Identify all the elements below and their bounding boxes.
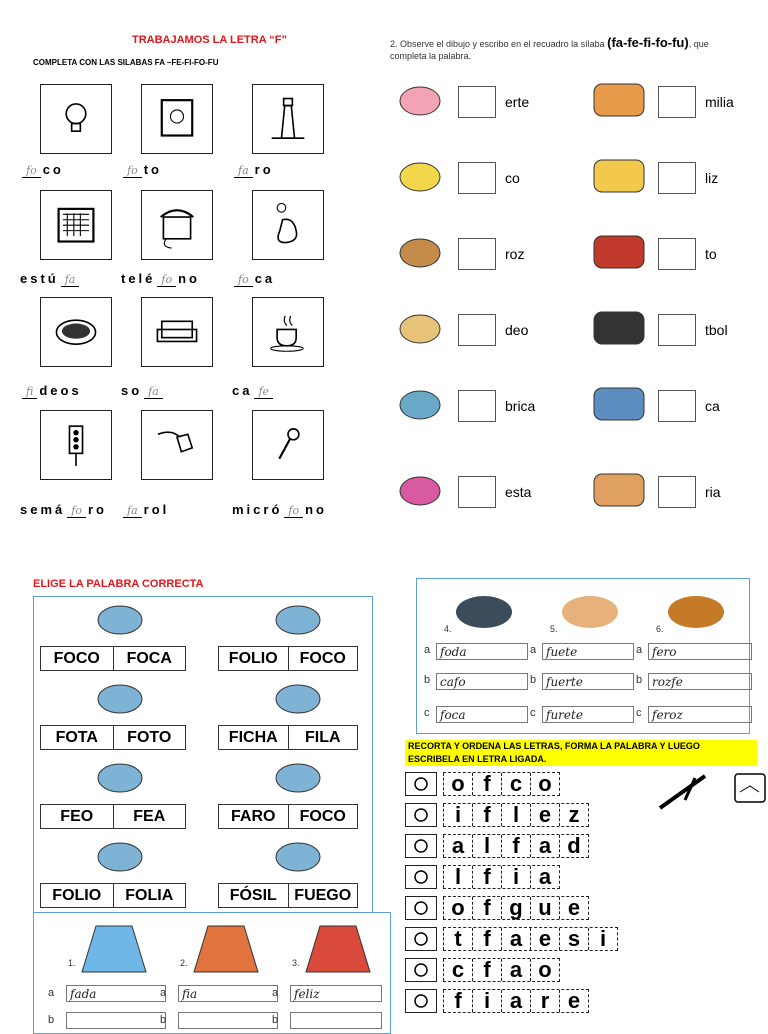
letter-tile[interactable]: i: [588, 928, 617, 950]
option-word[interactable]: fuete: [542, 643, 634, 660]
noodles-icon: [48, 305, 104, 359]
option-letter: a: [636, 644, 643, 656]
picture-icon: [450, 586, 518, 634]
letter-tiles: [443, 865, 560, 889]
item-number: 3.: [292, 958, 300, 968]
word-choice[interactable]: FEO: [60, 807, 94, 825]
word-suffix: ro: [254, 162, 274, 177]
picture-icon: [588, 468, 650, 512]
word-choice[interactable]: FOCO: [288, 647, 358, 670]
blank-with-syllable[interactable]: [234, 162, 253, 178]
word-choice[interactable]: FUEGO: [288, 884, 358, 907]
row-picture: [405, 927, 437, 951]
option-letter: a: [424, 644, 431, 656]
option-word-blank[interactable]: [178, 1012, 278, 1029]
word-choice[interactable]: FOTA: [55, 728, 98, 746]
letter-tile[interactable]: e: [559, 990, 588, 1012]
word-choice[interactable]: FILA: [288, 726, 358, 749]
answer-box[interactable]: [658, 314, 696, 346]
picture-icon: [268, 758, 328, 798]
handwritten-syllable: fa: [127, 504, 138, 517]
scrambled-word-row: [405, 803, 589, 827]
word-choice[interactable]: FEA: [113, 805, 186, 828]
option-word[interactable]: rozfe: [648, 673, 752, 690]
answer-box[interactable]: [658, 162, 696, 194]
syllable-end: co: [505, 170, 520, 186]
fill-word: [121, 162, 162, 177]
letter-tiles: [443, 958, 560, 982]
picture-icon: [268, 600, 328, 640]
handwritten-syllable: fo: [26, 164, 37, 177]
answer-box[interactable]: [458, 238, 496, 270]
letter-tile[interactable]: o: [530, 773, 559, 795]
camera-tripod-icon: [655, 768, 768, 818]
syllable-end: ria: [705, 484, 721, 500]
word-prefix: micró: [232, 502, 283, 517]
letter-tile[interactable]: f: [472, 866, 501, 888]
picture-icon: [76, 922, 152, 976]
picture-icon: [588, 78, 650, 122]
option-letter: b: [424, 674, 431, 686]
scrambled-word-row: [405, 958, 560, 982]
instruction-text-end: , que completa la palabra.: [390, 39, 709, 61]
letter-tile[interactable]: i: [501, 866, 530, 888]
letter-tile[interactable]: c: [501, 773, 530, 795]
letter-tile[interactable]: f: [472, 928, 501, 950]
word-suffix: ro: [87, 502, 107, 517]
letter-tile[interactable]: t: [443, 928, 472, 950]
scrambled-word-row: [405, 865, 560, 889]
scrambled-word-row: [405, 834, 589, 858]
lighthouse-icon: [260, 92, 316, 146]
letter-tile[interactable]: g: [501, 897, 530, 919]
word-prefix: ca: [232, 383, 253, 398]
syllable-end: tbol: [705, 322, 728, 338]
part3-title: ELIGE LA PALABRA CORRECTA: [33, 578, 204, 590]
syllable-end: brica: [505, 398, 536, 414]
row-picture: [405, 896, 437, 920]
handwritten-syllable: fo: [71, 504, 82, 517]
option-word[interactable]: fero: [648, 643, 752, 660]
picture-box: [141, 84, 213, 154]
fill-word: [121, 271, 200, 286]
row-picture: [405, 803, 437, 827]
picture-icon: [395, 232, 445, 274]
blank-with-syllable[interactable]: [22, 383, 37, 399]
traffic-light-icon: [48, 418, 104, 472]
letter-tiles: [443, 834, 589, 858]
blank-with-syllable[interactable]: [61, 271, 80, 287]
fill-word: [232, 162, 274, 177]
picture-icon: [268, 679, 328, 719]
coffee-cup-icon: [260, 305, 316, 359]
item-number: 5.: [550, 624, 558, 634]
handwritten-syllable: fa: [64, 273, 76, 286]
fill-word: [20, 383, 82, 398]
letter-tile[interactable]: f: [443, 990, 472, 1012]
handwritten-syllable: fo: [127, 164, 138, 177]
blank-with-syllable[interactable]: [234, 271, 253, 287]
handwritten-syllable: fi: [26, 385, 34, 398]
letter-tile[interactable]: f: [501, 835, 530, 857]
row-picture: [405, 958, 437, 982]
scrambled-word-row: [405, 896, 589, 920]
option-word[interactable]: foca: [436, 706, 528, 723]
part6-instruction: RECORTA Y ORDENA LAS LETRAS, FORMA LA PALABRA Y LUEGO ESCRIBELA EN LETRA LIGADA.: [405, 740, 757, 766]
letter-tile[interactable]: o: [530, 959, 559, 981]
handwritten-syllable: fo: [161, 273, 173, 286]
item-number: 1.: [68, 958, 76, 968]
blank-with-syllable[interactable]: [254, 383, 273, 399]
letter-tile[interactable]: c: [443, 959, 472, 981]
letter-tiles: [443, 896, 589, 920]
fill-word: [232, 502, 327, 517]
picture-icon: [588, 154, 650, 198]
syllable-end: roz: [505, 246, 525, 262]
word-prefix: estú: [20, 271, 59, 286]
microphone-icon: [260, 418, 316, 472]
word-choice[interactable]: FOLIA: [113, 884, 186, 907]
blank-with-syllable[interactable]: [284, 502, 303, 518]
picture-box: [40, 410, 112, 480]
answer-box[interactable]: [458, 314, 496, 346]
word-choice[interactable]: FOCO: [53, 649, 100, 667]
option-letter: c: [636, 707, 642, 719]
option-word[interactable]: fia: [178, 985, 278, 1002]
option-word[interactable]: feroz: [648, 706, 752, 723]
letter-tile[interactable]: e: [530, 928, 559, 950]
syllable-end: milia: [705, 94, 734, 110]
photo-frame-icon: [149, 92, 205, 146]
answer-box[interactable]: [658, 476, 696, 508]
option-letter: a: [272, 987, 279, 999]
picture-icon: [90, 758, 150, 798]
fill-word: [20, 271, 81, 286]
picture-icon: [662, 586, 730, 634]
fill-word: [232, 271, 275, 286]
handwritten-syllable: fo: [238, 273, 249, 286]
fill-word: [121, 502, 169, 517]
word-choice[interactable]: FOLIO: [52, 886, 102, 904]
picture-box: [40, 190, 112, 260]
letter-tile[interactable]: a: [501, 959, 530, 981]
letter-tiles: [443, 803, 589, 827]
answer-box[interactable]: [658, 86, 696, 118]
picture-icon: [90, 679, 150, 719]
picture-box: [40, 84, 112, 154]
word-prefix: so: [121, 383, 143, 398]
blank-with-syllable[interactable]: [123, 502, 142, 518]
option-letter: a: [48, 987, 55, 999]
word-choice-pair: [40, 725, 186, 750]
word-choice-pair: [218, 883, 358, 908]
syllable-end: to: [705, 246, 717, 262]
option-word[interactable]: cafo: [436, 673, 528, 690]
word-choice-pair: [40, 646, 186, 671]
option-word[interactable]: furete: [542, 706, 634, 723]
letter-tile[interactable]: d: [559, 835, 588, 857]
word-suffix: ca: [254, 271, 276, 286]
picture-box: [252, 84, 324, 154]
picture-icon: [395, 384, 445, 426]
letter-tile[interactable]: f: [472, 804, 501, 826]
letter-tile[interactable]: o: [443, 897, 472, 919]
picture-icon: [395, 80, 445, 122]
blank-with-syllable[interactable]: [144, 383, 163, 399]
picture-icon: [395, 470, 445, 512]
word-suffix: rol: [143, 502, 170, 517]
letter-tile[interactable]: l: [443, 866, 472, 888]
part1-instruction: COMPLETA CON LAS SILABAS FA –FE-FI-FO-FU: [33, 58, 219, 67]
picture-box: [141, 410, 213, 480]
letter-tiles: [443, 989, 589, 1013]
option-letter: b: [160, 1014, 167, 1026]
option-word-blank[interactable]: [290, 1012, 382, 1029]
answer-box[interactable]: [658, 238, 696, 270]
option-letter: a: [160, 987, 167, 999]
picture-box: [40, 297, 112, 367]
syllable-end: liz: [705, 170, 719, 186]
option-letter: b: [48, 1014, 55, 1026]
handwritten-syllable: fo: [288, 504, 300, 517]
letter-tile[interactable]: a: [530, 835, 559, 857]
letter-tile[interactable]: l: [472, 835, 501, 857]
letter-tile[interactable]: f: [472, 897, 501, 919]
option-letter: b: [636, 674, 643, 686]
word-choice[interactable]: FOCO: [288, 805, 358, 828]
answer-box[interactable]: [458, 162, 496, 194]
row-picture: [405, 865, 437, 889]
fill-word: [20, 162, 64, 177]
word-suffix: no: [178, 271, 200, 286]
option-word-blank[interactable]: [66, 1012, 166, 1029]
word-choice-pair: [218, 804, 358, 829]
fill-word: [232, 383, 275, 398]
scrambled-word-row: [405, 927, 618, 951]
letter-tile[interactable]: a: [501, 990, 530, 1012]
item-number: 2.: [180, 958, 188, 968]
blank-with-syllable[interactable]: [123, 162, 142, 178]
letter-tile[interactable]: l: [501, 804, 530, 826]
letter-tile[interactable]: z: [559, 804, 588, 826]
picture-icon: [300, 922, 376, 976]
word-choice-pair: [218, 646, 358, 671]
syllable-end: esta: [505, 484, 532, 500]
letter-tile[interactable]: f: [472, 959, 501, 981]
telephone-icon: [149, 198, 205, 252]
picture-icon: [395, 156, 445, 198]
letter-tile[interactable]: a: [443, 835, 472, 857]
picture-icon: [395, 308, 445, 350]
letter-tiles: [443, 927, 618, 951]
option-word[interactable]: feliz: [290, 985, 382, 1002]
picture-icon: [588, 306, 650, 350]
bulb-icon: [48, 92, 104, 146]
letter-tile[interactable]: e: [530, 804, 559, 826]
letter-tile[interactable]: a: [530, 866, 559, 888]
letter-tile[interactable]: s: [559, 928, 588, 950]
word-choice-pair: [40, 804, 186, 829]
option-letter: c: [530, 707, 536, 719]
answer-box[interactable]: [458, 476, 496, 508]
letter-tile[interactable]: u: [530, 897, 559, 919]
picture-box: [252, 410, 324, 480]
syllable-end: ca: [705, 398, 720, 414]
word-suffix: co: [42, 162, 64, 177]
fill-word: [121, 383, 165, 398]
picture-icon: [90, 837, 150, 877]
picture-box: [141, 190, 213, 260]
handwritten-syllable: fe: [258, 385, 270, 398]
letter-tile[interactable]: o: [443, 773, 472, 795]
word-choice[interactable]: FÓSIL: [229, 886, 277, 904]
street-lamp-icon: [149, 418, 205, 472]
instruction-text: 2. Observe el dibujo y escribo en el recuadro la sílaba: [390, 39, 608, 49]
row-picture: [405, 772, 437, 796]
picture-icon: [90, 600, 150, 640]
picture-box: [252, 297, 324, 367]
answer-box[interactable]: [658, 390, 696, 422]
word-choice[interactable]: FOLIO: [228, 649, 278, 667]
scrambled-word-row: [405, 989, 589, 1013]
word-choice[interactable]: FARO: [231, 807, 276, 825]
scrambled-word-row: [405, 772, 560, 796]
option-letter: b: [530, 674, 537, 686]
word-prefix: telé: [121, 271, 156, 286]
fill-word: [20, 502, 107, 517]
word-choice[interactable]: FOCA: [113, 647, 186, 670]
seal-icon: [260, 198, 316, 252]
option-letter: b: [272, 1014, 279, 1026]
letter-tile[interactable]: a: [501, 928, 530, 950]
letter-tile[interactable]: i: [443, 804, 472, 826]
option-letter: a: [530, 644, 537, 656]
picture-icon: [588, 382, 650, 426]
letter-tile[interactable]: i: [472, 990, 501, 1012]
row-picture: [405, 834, 437, 858]
handwritten-syllable: fa: [148, 385, 159, 398]
syllables-bold: (fa-fe-fi-fo-fu): [607, 35, 689, 50]
word-prefix: semá: [20, 502, 66, 517]
sofa-icon: [149, 305, 205, 359]
picture-box: [141, 297, 213, 367]
syllable-end: deo: [505, 322, 529, 338]
letter-tile[interactable]: f: [472, 773, 501, 795]
word-choice[interactable]: FOTO: [113, 726, 186, 749]
word-suffix: no: [305, 502, 327, 517]
heater-icon: [48, 198, 104, 252]
blank-with-syllable[interactable]: [157, 271, 176, 287]
blank-with-syllable[interactable]: [67, 502, 86, 518]
letter-tile[interactable]: e: [559, 897, 588, 919]
item-number: 4.: [444, 624, 452, 634]
syllable-end: erte: [505, 94, 530, 110]
answer-box[interactable]: [458, 390, 496, 422]
letter-tile[interactable]: r: [530, 990, 559, 1012]
part2-instruction: [390, 37, 740, 62]
word-suffix: deos: [39, 383, 82, 398]
word-suffix: to: [143, 162, 162, 177]
word-choice-pair: [218, 725, 358, 750]
row-picture: [405, 989, 437, 1013]
letter-tiles: [443, 772, 560, 796]
picture-icon: [556, 586, 624, 634]
answer-box[interactable]: [458, 86, 496, 118]
option-word[interactable]: foda: [436, 643, 528, 660]
picture-icon: [588, 230, 650, 274]
option-word[interactable]: fuerte: [542, 673, 634, 690]
handwritten-syllable: fa: [238, 164, 249, 177]
word-choice[interactable]: FICHA: [228, 728, 278, 746]
word-choice-pair: [40, 883, 186, 908]
picture-icon: [188, 922, 264, 976]
picture-icon: [268, 837, 328, 877]
blank-with-syllable[interactable]: [22, 162, 41, 178]
option-word[interactable]: fada: [66, 985, 166, 1002]
part1-title: TRABAJAMOS LA LETRA “F”: [132, 34, 288, 46]
option-letter: c: [424, 707, 430, 719]
item-number: 6.: [656, 624, 664, 634]
picture-box: [252, 190, 324, 260]
